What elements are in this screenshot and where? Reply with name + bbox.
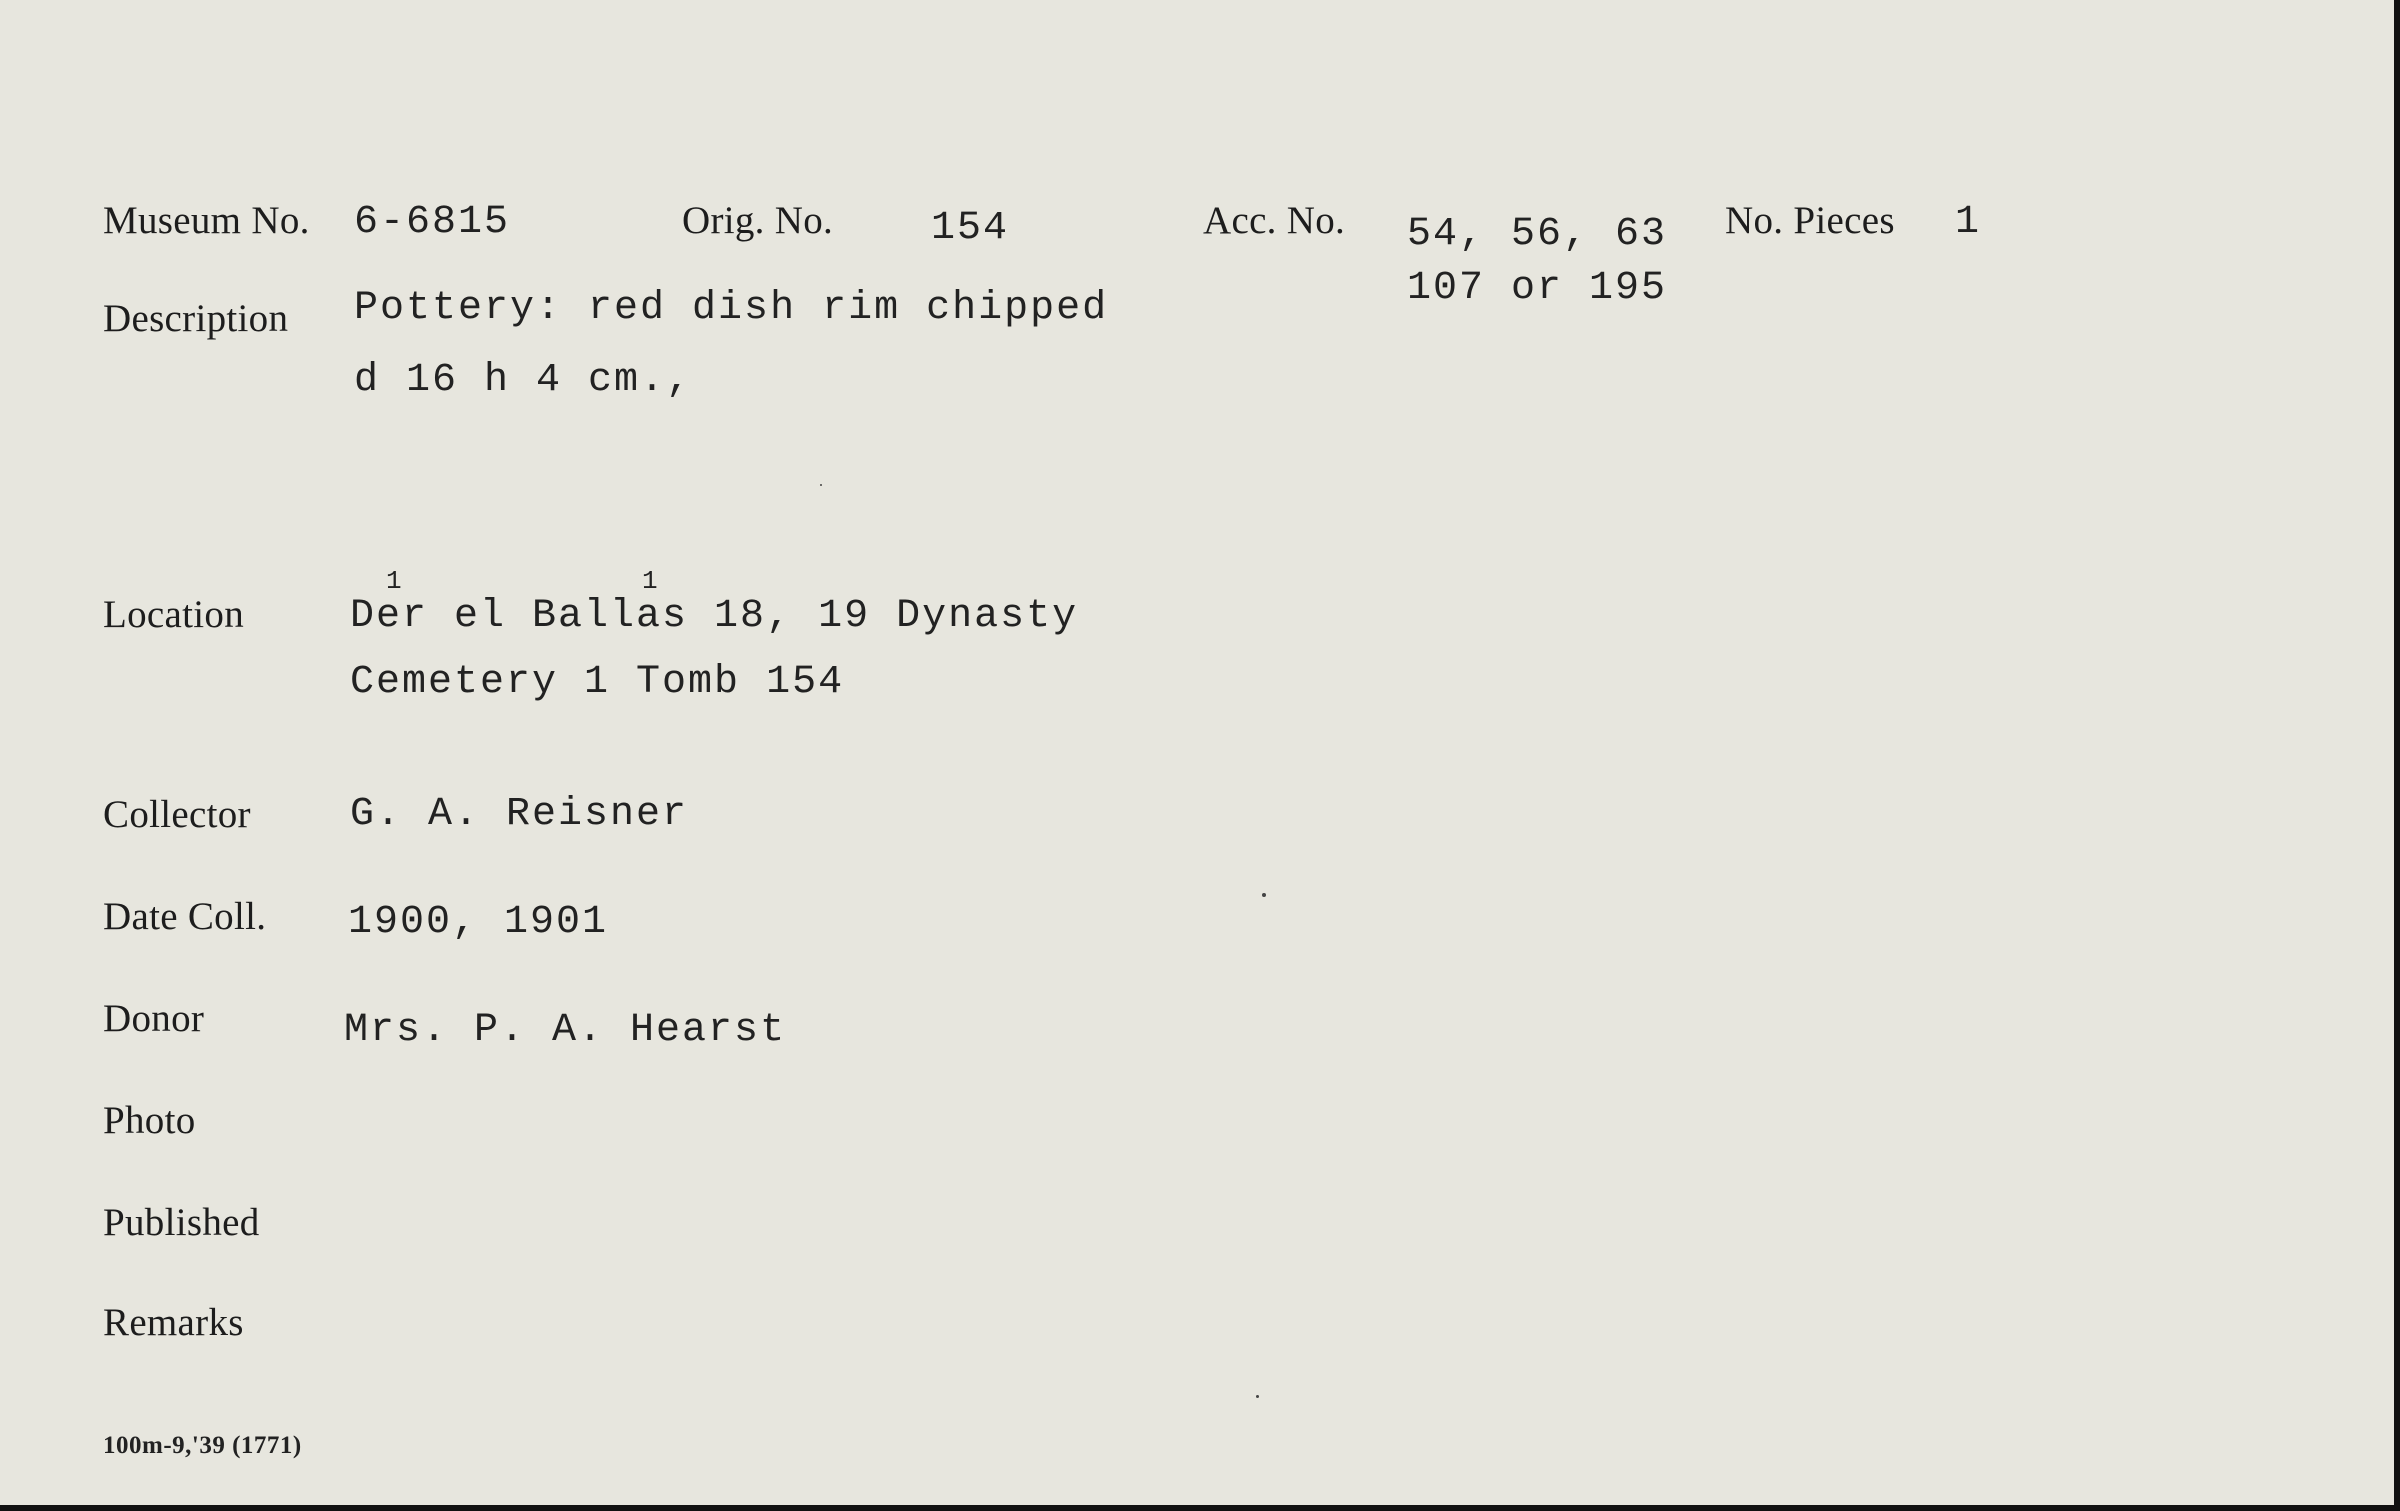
- museum-no-value: 6-6815: [354, 200, 511, 245]
- museum-no-label: Museum No.: [103, 199, 310, 242]
- location-accent-mark-2: 1: [642, 566, 658, 596]
- description-line2: d 16 h 4 cm.,: [354, 358, 693, 403]
- orig-no-label: Orig. No.: [682, 199, 834, 242]
- orig-no-value: 154: [931, 206, 1010, 251]
- location-line1: Der el Ballas 18, 19 Dynasty: [350, 594, 1079, 639]
- description-label: Description: [103, 297, 289, 340]
- collector-label: Collector: [103, 793, 251, 836]
- location-accent-mark-1: 1: [386, 566, 402, 596]
- published-label: Published: [103, 1201, 260, 1244]
- photo-label: Photo: [103, 1099, 196, 1142]
- donor-label: Donor: [103, 997, 205, 1040]
- no-pieces-value: 1: [1955, 200, 1982, 245]
- acc-no-value-line1: 54, 56, 63: [1407, 212, 1668, 257]
- paper-speck: [1256, 1395, 1259, 1398]
- location-label: Location: [103, 593, 245, 636]
- paper-speck: [820, 484, 822, 486]
- no-pieces-label: No. Pieces: [1725, 199, 1895, 242]
- print-code: 100m-9,'39 (1771): [103, 1432, 302, 1459]
- location-line2: Cemetery 1 Tomb 154: [350, 660, 845, 705]
- date-coll-value: 1900, 1901: [348, 900, 609, 945]
- description-line1: Pottery: red dish rim chipped: [354, 286, 1109, 331]
- acc-no-label: Acc. No.: [1203, 199, 1346, 242]
- date-coll-label: Date Coll.: [103, 895, 267, 938]
- collector-value: G. A. Reisner: [350, 792, 689, 837]
- remarks-label: Remarks: [103, 1301, 244, 1344]
- acc-no-value-line2: 107 or 195: [1407, 266, 1668, 311]
- donor-value: Mrs. P. A. Hearst: [344, 1008, 787, 1053]
- paper-speck: [1262, 893, 1266, 897]
